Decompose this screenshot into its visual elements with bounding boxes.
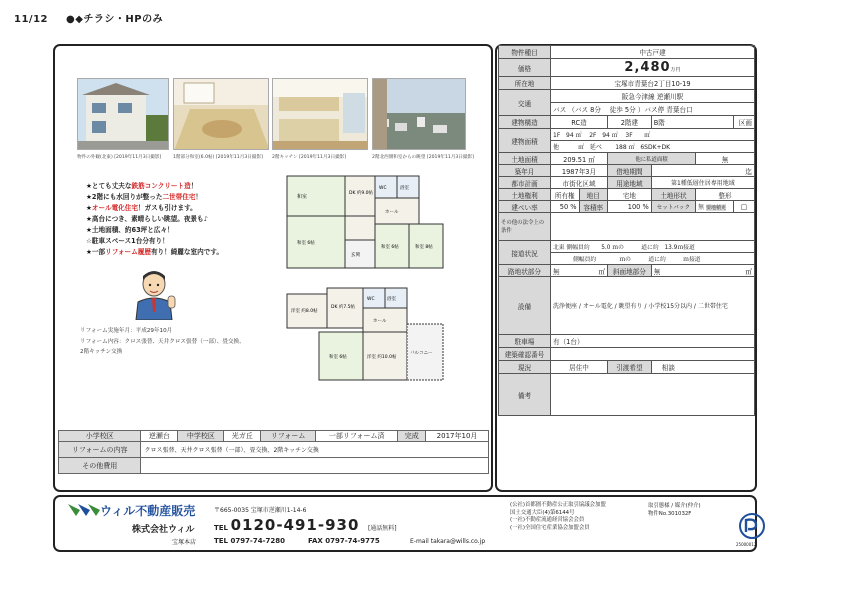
fp1-room-4: 和室 6帖	[381, 245, 399, 250]
table-row	[499, 90, 755, 103]
deal-mode: 取引態様 / 媒介(仲介)	[648, 503, 701, 509]
fp2-room-1: 洋室 約8.0帖	[291, 309, 318, 314]
salesman-illustration	[128, 268, 180, 320]
table-row	[499, 46, 755, 59]
table-row	[499, 241, 755, 253]
reform-detail-label: リフォームの内容	[59, 442, 141, 458]
photo-exterior	[77, 78, 169, 150]
price-unit: 万円	[670, 67, 681, 73]
fp1-room-2: DK 約9.0帖	[349, 191, 374, 196]
deal-info	[648, 502, 701, 518]
fp2-room-6: 浴室	[387, 297, 396, 302]
other-cost-value	[141, 458, 489, 474]
table-row	[499, 374, 755, 416]
feature-item: ★土地面積、約63坪と広々！	[86, 226, 174, 234]
f1-label: 1F	[553, 132, 561, 139]
road-part-unit: ㎡	[598, 267, 606, 276]
floors-value: 2階建	[608, 116, 652, 129]
land-right-label: 土地権利	[499, 189, 551, 201]
page-header	[14, 10, 163, 25]
branch-name: 宝塚本店	[172, 539, 197, 546]
land-area-label: 土地面積	[499, 153, 551, 165]
zone-label: 用途地域	[608, 177, 652, 189]
fp1-room-7: WC	[379, 186, 387, 191]
total-area-value: 188 ㎡	[615, 144, 635, 151]
change-label: 要地積更	[705, 205, 726, 211]
private-road-label: 他に私道面積	[608, 153, 696, 165]
fp1-room-8: 浴室	[400, 186, 409, 191]
property-spec-table	[498, 45, 755, 416]
fp1-room-1: 和室	[297, 194, 308, 200]
setback-label: セットバック	[651, 201, 695, 213]
traffic-label: 交通	[499, 90, 551, 116]
assoc-line-2: 国土交通大臣(4)第6144号	[510, 509, 575, 516]
f3-value: ㎡	[644, 132, 651, 139]
lease-value: 迄	[651, 165, 754, 177]
photo-kitchen	[272, 78, 368, 150]
fp2-room-3: 和室 6帖	[329, 355, 347, 360]
conditions-label: その他の法令上の条件	[499, 213, 551, 241]
assoc-line-1: (公社)首都圏不動産公正取引協議会加盟	[510, 502, 606, 508]
reform-note-1: リフォーム実施年月：平成29年10月	[80, 328, 173, 334]
reform-note-2: リフォーム内容：クロス張替、天井クロス張替（一部）、畳交換、	[80, 339, 245, 345]
email-address: E-mail takara@wills.co.jp	[410, 538, 486, 545]
status-value: 居住中	[551, 361, 608, 374]
city-value: 市街化区域	[551, 177, 608, 189]
land-cat-label: 地目	[579, 189, 608, 201]
ward-value: 区画	[733, 116, 754, 129]
feature-item: ★2階にも水回りが整った二世帯住宅！	[86, 193, 203, 201]
confirm-value	[551, 348, 755, 361]
remarks-label: 備考	[499, 374, 551, 416]
feature-item: ★とても丈夫な鉄筋コンクリート造！	[86, 182, 198, 190]
road-1-value: 北東 側幅員約 5.0 ｍの 道に約 13.9ｍ接道	[551, 241, 755, 253]
city-label: 都市計画	[499, 177, 551, 189]
far-label: 容積率	[579, 201, 608, 213]
price-label: 価格	[499, 59, 551, 77]
reform-label: リフォーム	[261, 431, 316, 442]
company-name: ウィル不動産販売	[100, 504, 196, 518]
photo-washitsu	[173, 78, 269, 150]
remarks-value	[551, 374, 755, 416]
parking-value: 有（1台）	[551, 335, 755, 348]
slope-value: 無	[653, 267, 661, 276]
fp2-room-7: WC	[367, 297, 375, 302]
address-value: 宝塚市青葉台2丁目10-19	[551, 77, 755, 90]
f2-label: 2F	[589, 132, 597, 139]
type-value: 中古戸建	[551, 46, 755, 59]
fp2-room-5: ホール	[373, 319, 387, 324]
reform-detail-value: クロス張替、天井クロス張替（一部）、畳交換、2階キッチン交換	[141, 442, 489, 458]
change-checkbox: □	[733, 201, 754, 213]
reform-value: 一部リフォーム済	[316, 431, 398, 442]
road-2-value: 側幅員約 ｍの 道に約 ｍ接道	[551, 253, 755, 265]
junior-value: 光ガ丘	[224, 431, 261, 442]
feature-item: ★一部リフォーム履歴有り！綺麗な室内です。	[86, 248, 223, 256]
far-value: 100 %	[608, 201, 652, 213]
table-row	[59, 442, 489, 458]
other-area-label: 他	[553, 144, 560, 151]
tel-note: [通話無料]	[367, 525, 397, 532]
table-row	[499, 77, 755, 90]
road-part-label: 路地状部分	[499, 265, 551, 277]
complete-label: 完成	[398, 431, 426, 442]
f1-value: 94 ㎡	[566, 132, 582, 139]
conditions-value	[551, 213, 755, 241]
table-row	[499, 153, 755, 165]
feature-item: ☆駐車スペース1台分有り！	[86, 237, 169, 245]
junior-label: 中学校区	[178, 431, 224, 442]
table-row	[499, 277, 755, 335]
table-row	[59, 431, 489, 442]
address-label: 所在地	[499, 77, 551, 90]
table-row	[499, 265, 755, 277]
parking-label: 駐車場	[499, 335, 551, 348]
equip-value: 洗浄便座 / オール電化 / 眺望有り / 小学校15分以内 / 二世帯住宅	[551, 277, 755, 335]
table-row	[499, 116, 755, 129]
setback-value: 無	[698, 204, 705, 211]
property-number: 物件No.301032F	[648, 511, 692, 517]
table-row	[499, 335, 755, 348]
table-row	[499, 129, 755, 141]
fp1-room-9: ホール	[385, 210, 399, 215]
bcr-value: 50 %	[551, 201, 580, 213]
layout-value: 6SDK+DK	[640, 144, 671, 151]
f3-label: 3F	[625, 132, 633, 139]
structure-value: RC造	[551, 116, 608, 129]
tel2-number: TEL 0797-74-7280	[214, 537, 285, 545]
page-number: 11/12	[14, 14, 48, 25]
road-label: 接道状況	[499, 241, 551, 265]
lease-label: 借地期間	[608, 165, 652, 177]
road-part-value: 無	[553, 267, 560, 276]
floorplan-1f	[283, 172, 453, 278]
basement-value: B階	[651, 116, 733, 129]
seal-number: 25000012	[736, 542, 757, 547]
elementary-label: 小学校区	[59, 431, 141, 442]
line-value: 阪急今津線 逆瀬川駅	[551, 90, 755, 103]
fp2-room-2: DK 約7.5帖	[331, 305, 356, 310]
land-cat-value: 宅地	[608, 189, 652, 201]
photo-caption-3: 2階キッチン [2019年11月3日撮影]	[272, 155, 347, 160]
tel-block	[214, 516, 397, 534]
fp1-room-6: 玄関	[351, 253, 360, 258]
built-value: 1987年3月	[551, 165, 608, 177]
feature-item: ★オール電化住宅！ガスも引けます。	[86, 204, 197, 212]
page-title: ●◆チラシ・HPのみ	[65, 14, 164, 25]
assoc-line-3: (一社)不動産流通経営協会会員	[510, 517, 585, 524]
fp1-room-3: 和室 6帖	[297, 241, 315, 246]
shape-value: 整形	[696, 189, 755, 201]
photo-caption-2: 1階部分和室(6.0帖) [2019年11月3日撮影]	[173, 155, 263, 160]
floorplan-2f	[283, 284, 453, 388]
table-row	[499, 165, 755, 177]
photo-caption-4: 2階北西側和室からの眺望 [2019年11月3日撮影]	[372, 155, 474, 160]
fax-number: FAX 0797-74-9775	[308, 537, 380, 545]
fp2-room-8: バルコニー	[410, 351, 433, 356]
slope-unit: ㎡	[745, 267, 752, 276]
zone-value: 第1種低層住居専用地域	[651, 177, 754, 189]
bus-value: バス （バス 8分 徒歩 5分 ）バス停 青葉台口	[551, 103, 755, 116]
company-logo	[66, 502, 100, 518]
delivery-label: 引渡希望	[608, 361, 652, 374]
feature-item: ★高台につき、素晴らしい眺望。夜景も♪	[86, 215, 208, 223]
status-label: 現況	[499, 361, 551, 374]
total-area-label: 延べ	[589, 144, 602, 151]
association-info	[510, 502, 606, 532]
company-suffix: 株式会社ウィル	[132, 525, 195, 535]
complete-value: 2017年10月	[426, 431, 489, 442]
table-row	[499, 213, 755, 241]
private-road-value: 無	[696, 153, 755, 165]
table-row	[499, 189, 755, 201]
price-value: 2,480	[624, 60, 671, 75]
built-label: 築年月	[499, 165, 551, 177]
table-row	[59, 458, 489, 474]
table-row	[499, 177, 755, 189]
other-cost-label: その他費用	[59, 458, 141, 474]
photo-caption-1: 物件の外観(北東) [2019年11月3日撮影]	[77, 155, 162, 160]
table-row	[499, 361, 755, 374]
land-right-value: 所有権	[551, 189, 580, 201]
photo-view	[372, 78, 466, 150]
table-row	[499, 201, 755, 213]
fp2-room-4: 洋室 約10.0帖	[367, 355, 397, 360]
table-row	[499, 348, 755, 361]
other-area-value: ㎡	[578, 144, 585, 151]
bcr-label: 建ぺい率	[499, 201, 551, 213]
delivery-value: 相談	[651, 361, 754, 374]
tel-label: TEL	[214, 524, 229, 532]
company-address: 〒665-0035 宝塚市逆瀬川1-14-6	[214, 507, 307, 514]
confirm-label: 建築確認番号	[499, 348, 551, 361]
f2-value: 94 ㎡	[602, 132, 618, 139]
table-row	[499, 59, 755, 77]
fp1-room-5: 和室 8帖	[415, 245, 433, 250]
land-area-value: 209.51 ㎡	[551, 153, 608, 165]
shape-label: 土地形状	[651, 189, 695, 201]
type-label: 物件種目	[499, 46, 551, 59]
structure-label: 建物構造	[499, 116, 551, 129]
slope-label: 斜面地部分	[608, 265, 652, 277]
equip-label: 設備	[499, 277, 551, 335]
school-reform-table	[58, 430, 489, 474]
area-label: 建物面積	[499, 129, 551, 153]
assoc-line-4: (一社)全国住宅産業協会加盟会員	[510, 524, 590, 531]
tel-number: 0120-491-930	[230, 516, 360, 534]
elementary-value: 逆瀬台	[141, 431, 178, 442]
seal-icon	[738, 512, 766, 546]
reform-note-3: 2階キッチン交換	[80, 349, 123, 355]
